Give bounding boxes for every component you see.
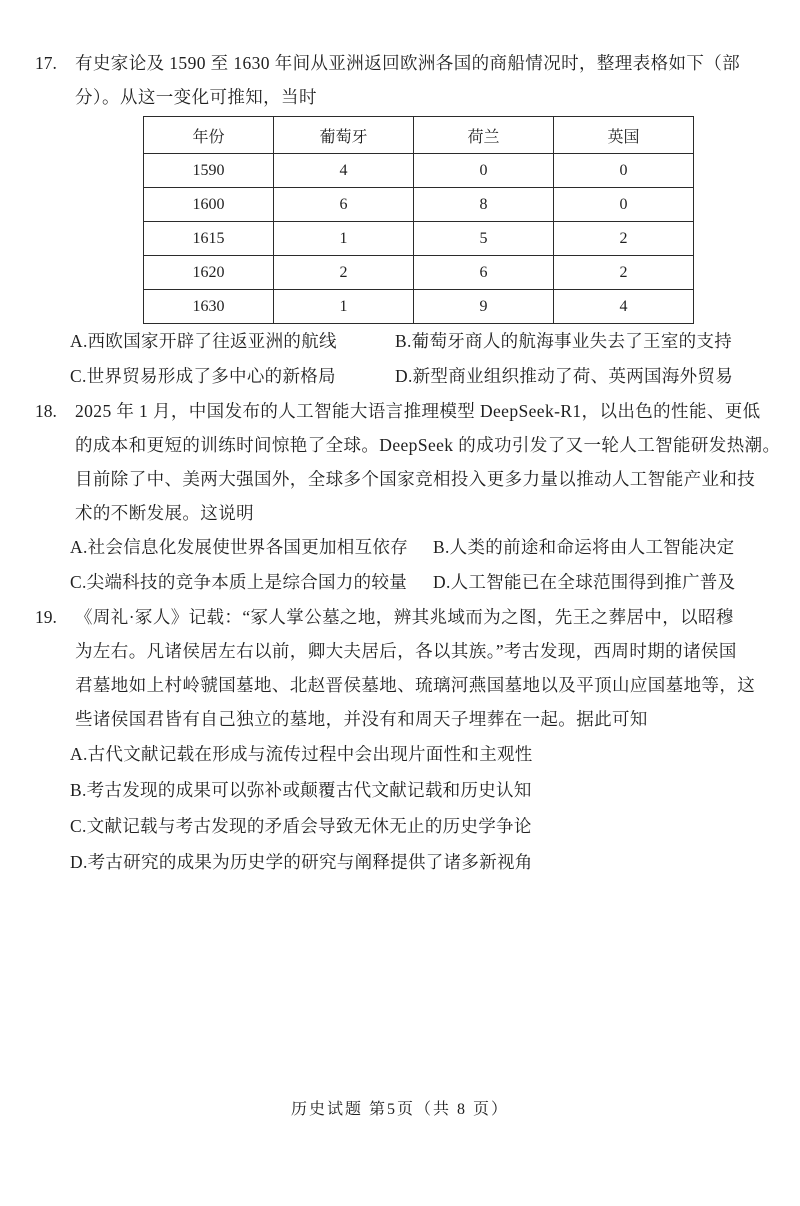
table-row <box>144 188 694 222</box>
question-17-number: 17. <box>35 53 57 73</box>
question-19-number: 19. <box>35 607 57 627</box>
question-18-stem-line-1: 2025 年 1 月，中国发布的人工智能大语言推理模型 DeepSeek-R1，以出色的性能、更低 <box>75 401 761 421</box>
table-row <box>144 154 694 188</box>
question-18-option-c: C.尖端科技的竞争本质上是综合国力的较量 <box>70 572 408 592</box>
question-19-stem <box>0 600 800 736</box>
table-cell: 1630 <box>144 290 274 324</box>
question-19 <box>0 600 800 880</box>
question-17-option-b: B.葡萄牙商人的航海事业失去了王室的支持 <box>395 331 733 351</box>
question-18-options <box>0 530 800 600</box>
table-cell: 1600 <box>144 188 274 222</box>
table-header-netherlands: 荷兰 <box>414 117 554 154</box>
question-19-options <box>0 736 800 880</box>
table-cell: 0 <box>554 188 694 222</box>
table-cell: 2 <box>554 256 694 290</box>
option-row <box>70 565 800 600</box>
table-cell: 9 <box>414 290 554 324</box>
question-18-option-d: D.人工智能已在全球范围得到推广普及 <box>433 572 736 592</box>
table-row <box>144 222 694 256</box>
question-18-option-b: B.人类的前途和命运将由人工智能决定 <box>433 537 735 557</box>
question-18-stem-line-4: 术的不断发展。这说明 <box>75 503 254 523</box>
question-19-option-a: A.古代文献记载在形成与流传过程中会出现片面性和主观性 <box>70 744 533 764</box>
question-17-stem-line-1: 有史家论及 1590 至 1630 年间从亚洲返回欧洲各国的商船情况时，整理表格如下（部 <box>75 53 741 73</box>
question-17-stem-line-2: 分）。从这一变化可推知，当时 <box>75 87 317 107</box>
question-18-number: 18. <box>35 401 57 421</box>
ships-table <box>143 116 694 324</box>
table-header-row <box>144 117 694 154</box>
option-row <box>70 324 800 359</box>
table-cell: 0 <box>554 154 694 188</box>
table-cell: 1590 <box>144 154 274 188</box>
table-cell: 5 <box>414 222 554 256</box>
table-cell: 2 <box>274 256 414 290</box>
table-header-england: 英国 <box>554 117 694 154</box>
question-17-stem <box>0 46 800 114</box>
table-cell: 1 <box>274 290 414 324</box>
question-19-option-c: C.文献记载与考古发现的矛盾会导致无休无止的历史学争论 <box>70 816 532 836</box>
question-18 <box>0 394 800 600</box>
table-header-portugal: 葡萄牙 <box>274 117 414 154</box>
question-17-option-d: D.新型商业组织推动了荷、英两国海外贸易 <box>395 366 734 386</box>
table-cell: 0 <box>414 154 554 188</box>
question-17-option-c: C.世界贸易形成了多中心的新格局 <box>70 366 336 386</box>
table-cell: 4 <box>274 154 414 188</box>
question-19-option-d: D.考古研究的成果为历史学的研究与阐释提供了诸多新视角 <box>70 852 533 872</box>
table-row <box>144 290 694 324</box>
question-17 <box>0 46 800 394</box>
question-19-stem-line-2: 为左右。凡诸侯居左右以前，卿大夫居后，各以其族。”考古发现，西周时期的诸侯国 <box>75 641 737 661</box>
question-19-stem-line-1: 《周礼·冢人》记载：“冢人掌公墓之地，辨其兆域而为之图，先王之葬居中，以昭穆 <box>75 607 734 627</box>
question-18-stem-line-2: 的成本和更短的训练时间惊艳了全球。DeepSeek 的成功引发了又一轮人工智能研发热潮。 <box>75 435 781 455</box>
option-row <box>70 359 800 394</box>
table-cell: 2 <box>554 222 694 256</box>
option-row <box>70 530 800 565</box>
question-19-option-b: B.考古发现的成果可以弥补或颠覆古代文献记载和历史认知 <box>70 780 532 800</box>
table-cell: 6 <box>414 256 554 290</box>
question-18-option-a: A.社会信息化发展使世界各国更加相互依存 <box>70 537 409 557</box>
question-17-option-a: A.西欧国家开辟了往返亚洲的航线 <box>70 331 337 351</box>
table-cell: 6 <box>274 188 414 222</box>
question-19-stem-line-3: 君墓地如上村岭虢国墓地、北赵晋侯墓地、琉璃河燕国墓地以及平顶山应国墓地等，这 <box>75 675 756 695</box>
table-row <box>144 256 694 290</box>
table-cell: 8 <box>414 188 554 222</box>
table-cell: 4 <box>554 290 694 324</box>
question-18-stem-line-3: 目前除了中、美两大强国外，全球多个国家竞相投入更多力量以推动人工智能产业和技 <box>75 469 756 489</box>
table-header-year: 年份 <box>144 117 274 154</box>
table-cell: 1615 <box>144 222 274 256</box>
page-footer: 历史试题 第5页（共 8 页） <box>290 1101 509 1118</box>
table-cell: 1620 <box>144 256 274 290</box>
question-18-stem <box>0 394 800 530</box>
question-17-options <box>0 324 800 394</box>
table-cell: 1 <box>274 222 414 256</box>
question-19-stem-line-4: 些诸侯国君皆有自己独立的墓地，并没有和周天子埋葬在一起。据此可知 <box>75 709 648 729</box>
